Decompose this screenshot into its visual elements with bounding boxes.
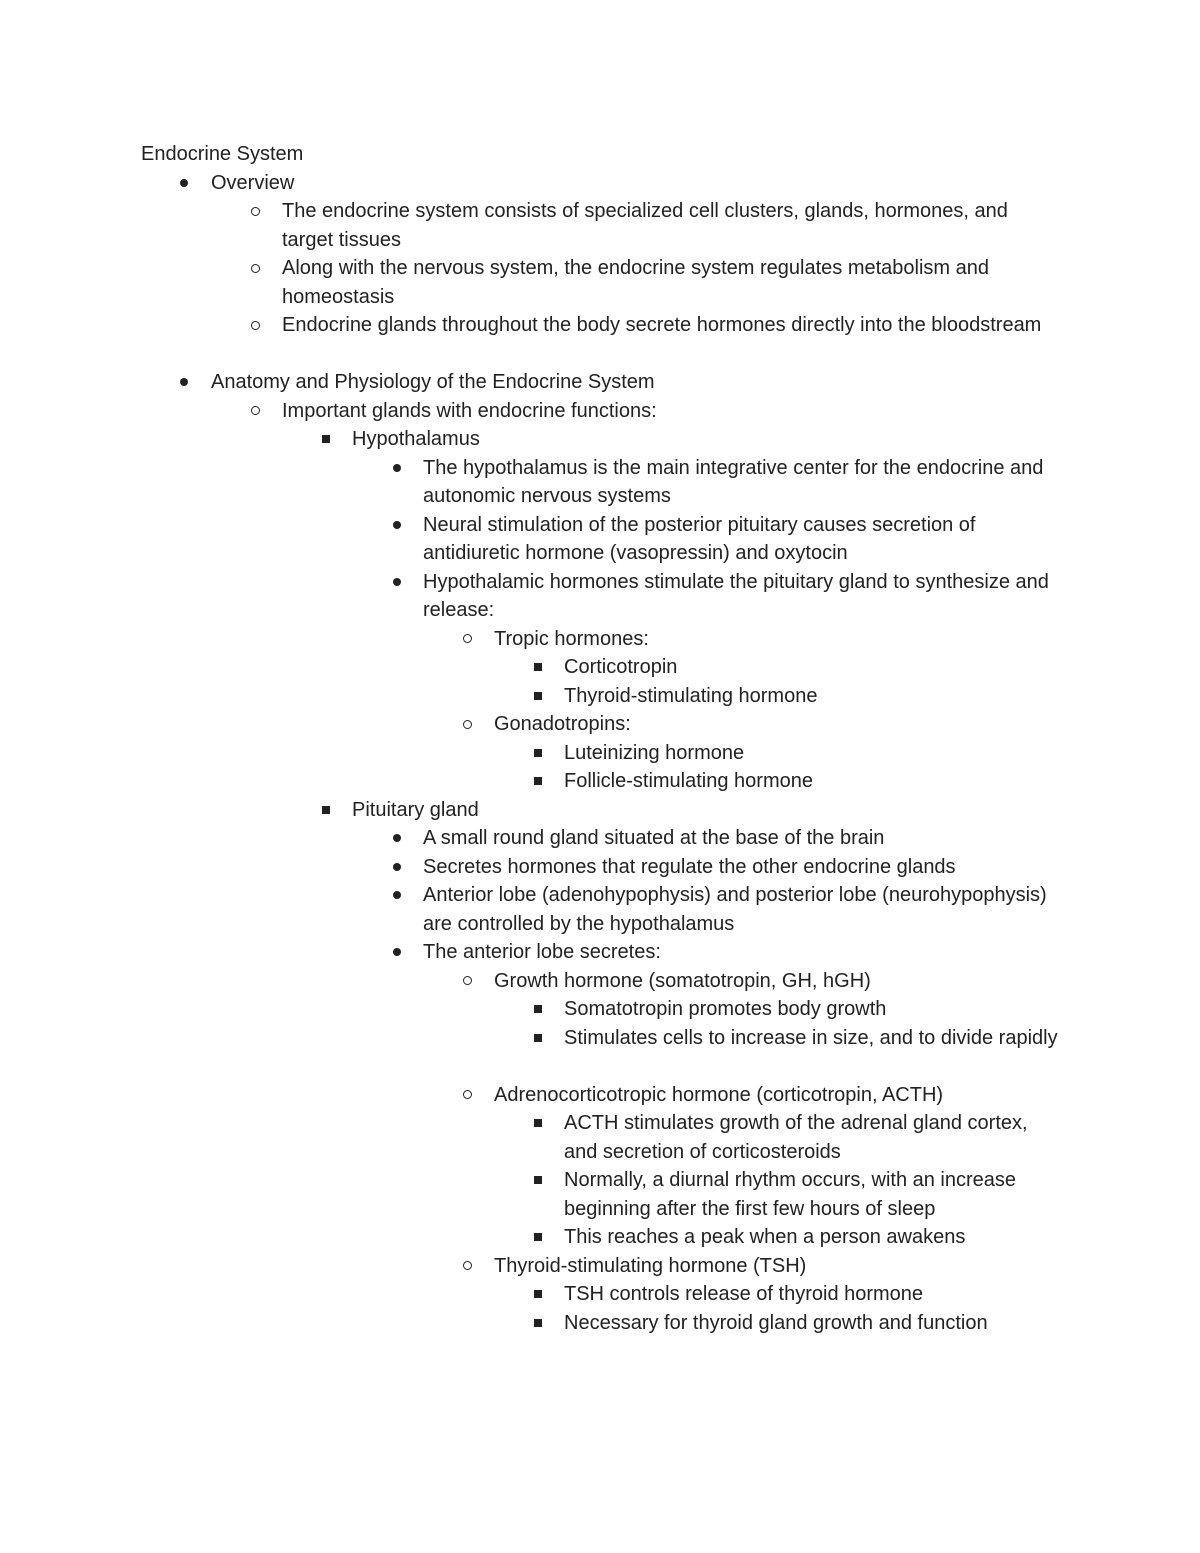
- list-item-level-6: [0, 682, 1200, 711]
- list-item-level-3: [0, 796, 1200, 825]
- list-item-level-5: [0, 1081, 1200, 1110]
- list-item-text: Tropic hormones:: [494, 627, 649, 650]
- list-item-text: This reaches a peak when a person awakens: [564, 1226, 966, 1248]
- list-item-text: Follicle-stimulating hormone: [564, 770, 813, 792]
- filled-square-bullet-icon: [531, 1024, 545, 1053]
- filled-square-bullet-icon: [531, 682, 545, 711]
- filled-square-bullet-icon: [531, 1166, 545, 1195]
- list-item-text: Endocrine glands throughout the body secrete hormones directly into the bloodstream: [282, 314, 1042, 336]
- list-item-level-4: [0, 824, 1200, 853]
- hollow-circle-bullet-icon: [460, 625, 474, 654]
- filled-circle-bullet-icon: [390, 568, 404, 597]
- document-title: Endocrine System: [141, 143, 304, 165]
- list-item-text: Hypothalamus: [352, 428, 480, 450]
- list-item-text: ACTH stimulates growth of the adrenal gland cortex, and secretion of corticosteroids: [564, 1112, 1028, 1163]
- list-item-level-6: [0, 1223, 1200, 1252]
- list-item-level-4: [0, 938, 1200, 967]
- list-item-level-6: [0, 1309, 1200, 1338]
- list-item-level-5: [0, 967, 1200, 996]
- filled-square-bullet-icon: [531, 995, 545, 1024]
- list-item-text: A small round gland situated at the base of the brain: [423, 827, 885, 849]
- filled-circle-bullet-icon: [390, 511, 404, 540]
- list-item-text: The hypothalamus is the main integrative center for the endocrine and autonomic nervous systems: [423, 456, 1044, 507]
- list-item-text: Stimulates cells to increase in size, and to divide rapidly: [564, 1026, 1058, 1049]
- list-item-text: Gonadotropins:: [494, 713, 631, 735]
- filled-circle-bullet-icon: [177, 169, 191, 198]
- list-item-text: Along with the nervous system, the endocrine system regulates metabolism and homeostasis: [282, 257, 990, 308]
- list-item-text: Overview: [211, 171, 295, 194]
- filled-square-bullet-icon: [319, 425, 333, 454]
- hollow-circle-bullet-icon: [460, 967, 474, 996]
- list-item-text: Thyroid-stimulating hormone: [564, 684, 818, 707]
- hollow-circle-bullet-icon: [460, 1081, 474, 1110]
- list-item-level-3: [0, 425, 1200, 454]
- list-item-text: Hypothalamic hormones stimulate the pituitary gland to synthesize and release:: [423, 570, 1049, 621]
- filled-circle-bullet-icon: [390, 881, 404, 910]
- list-item-level-4: [0, 511, 1200, 568]
- filled-square-bullet-icon: [531, 653, 545, 682]
- filled-square-bullet-icon: [531, 1223, 545, 1252]
- list-item-text: Pituitary gland: [352, 798, 479, 821]
- list-item-text: Neural stimulation of the posterior pituitary causes secretion of antidiuretic hormone (vasopressin) and oxytocin: [423, 513, 976, 564]
- list-item-level-4: [0, 881, 1200, 938]
- list-item-level-6: [0, 1109, 1200, 1166]
- list-item-level-1: [0, 368, 1200, 397]
- list-item-text: Necessary for thyroid gland growth and function: [564, 1311, 988, 1334]
- filled-circle-bullet-icon: [390, 824, 404, 853]
- hollow-circle-bullet-icon: [248, 397, 262, 426]
- list-item-level-5: [0, 710, 1200, 739]
- list-item-level-6: [0, 1280, 1200, 1309]
- list-item-text: Important glands with endocrine functions:: [282, 399, 657, 422]
- list-item-text: Growth hormone (somatotropin, GH, hGH): [494, 969, 871, 992]
- filled-circle-bullet-icon: [177, 368, 191, 397]
- list-item-level-6: [0, 1166, 1200, 1223]
- list-item-level-5: [0, 625, 1200, 654]
- list-item-text: Adrenocorticotropic hormone (corticotropin, ACTH): [494, 1083, 944, 1106]
- hollow-circle-bullet-icon: [248, 197, 262, 226]
- filled-square-bullet-icon: [319, 796, 333, 825]
- list-item-level-4: [0, 454, 1200, 511]
- filled-square-bullet-icon: [531, 767, 545, 796]
- list-item-text: Thyroid-stimulating hormone (TSH): [494, 1254, 807, 1277]
- list-item-text: Luteinizing hormone: [564, 741, 745, 764]
- filled-circle-bullet-icon: [390, 853, 404, 882]
- hollow-circle-bullet-icon: [460, 710, 474, 739]
- list-item-text: TSH controls release of thyroid hormone: [564, 1283, 924, 1305]
- list-item-level-2: [0, 311, 1200, 368]
- filled-square-bullet-icon: [531, 739, 545, 768]
- filled-square-bullet-icon: [531, 1109, 545, 1138]
- filled-circle-bullet-icon: [390, 938, 404, 967]
- list-item-level-6: [0, 767, 1200, 796]
- list-item-text: Corticotropin: [564, 656, 678, 678]
- list-item-text: Anatomy and Physiology of the Endocrine System: [211, 371, 655, 393]
- list-item-level-4: [0, 853, 1200, 882]
- list-item-level-5: [0, 1252, 1200, 1281]
- list-item-level-6: [0, 739, 1200, 768]
- list-item-text: Secretes hormones that regulate the other endocrine glands: [423, 855, 956, 878]
- list-item-text: The anterior lobe secretes:: [423, 941, 661, 963]
- list-item-level-6: [0, 653, 1200, 682]
- list-item-text: Anterior lobe (adenohypophysis) and posterior lobe (neurohypophysis) are controlled by the hypothalamus: [423, 884, 1047, 935]
- hollow-circle-bullet-icon: [460, 1252, 474, 1281]
- list-item-text: Somatotropin promotes body growth: [564, 998, 887, 1020]
- hollow-circle-bullet-icon: [248, 254, 262, 283]
- list-item-level-1: [0, 169, 1200, 198]
- list-item-level-2: [0, 254, 1200, 311]
- list-item-text: Normally, a diurnal rhythm occurs, with an increase beginning after the first few hours of sleep: [564, 1169, 1017, 1220]
- list-item-level-6: [0, 995, 1200, 1024]
- list-item-level-2: [0, 397, 1200, 426]
- list-item-text: The endocrine system consists of specialized cell clusters, glands, hormones, and target tissues: [282, 200, 1008, 251]
- filled-circle-bullet-icon: [390, 454, 404, 483]
- filled-square-bullet-icon: [531, 1280, 545, 1309]
- list-item-level-4: [0, 568, 1200, 625]
- filled-square-bullet-icon: [531, 1309, 545, 1338]
- hollow-circle-bullet-icon: [248, 311, 262, 340]
- list-item-level-2: [0, 197, 1200, 254]
- list-item-level-6: [0, 1024, 1200, 1081]
